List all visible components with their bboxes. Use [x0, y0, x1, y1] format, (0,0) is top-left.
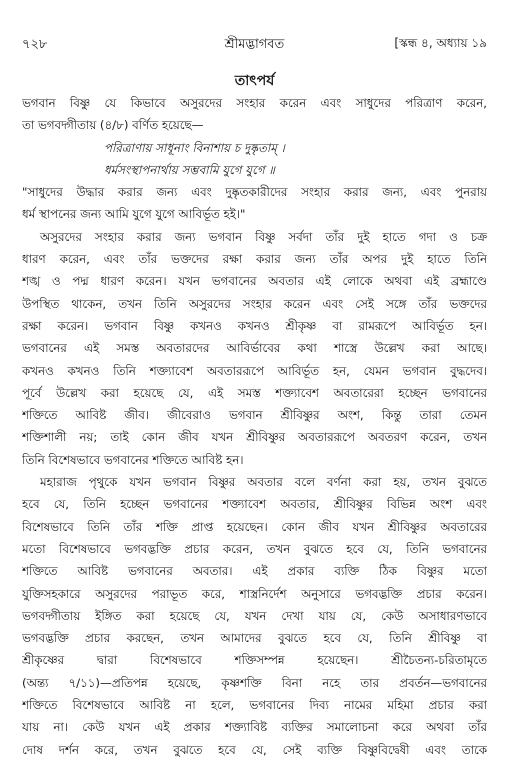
text-line: শ্রীকৃষ্ণের দ্বারা বিশেষভাবে শক্তিসম্পন্ন হয়েছেন। শ্রীচৈতন্য-চরিতামৃতে: [22, 653, 487, 668]
text-line: পূর্বে উল্লেখ করা হয়েছে যে, এই সমস্ত শক্ত্যাবেশ অবতারেরা হচ্ছেন ভগবানের: [22, 385, 487, 400]
purport-body: [22, 92, 487, 761]
text-line: কখনও কখনও তিনি শক্ত্যাবেশ অবতাররূপে আবির্ভূত হন, যেমন ভগবান বুদ্ধদেব।: [22, 363, 487, 378]
text-line: শঙ্খ ও পদ্ম ধারণ করেন। যখন ভগবানের অবতার এই লোকে অথবা এই ব্রহ্মাণ্ডে: [22, 274, 487, 289]
text-line: উপস্থিত থাকেন, তখন তিনি অসুরদের সংহার করেন এবং সেই সঙ্গে তাঁর ভক্তদের: [22, 296, 487, 311]
text-line: হবে যে, তিনি হচ্ছেন ভগবানের শক্ত্যাবেশ অবতার, শ্রীবিষ্ণুর বিভিন্ন অংশ এবং: [22, 497, 487, 512]
text-line: শক্তিতে বিশেষভাবে আবিষ্ট না হলে, ভগবানের দিব্য নামের মহিমা প্রচার করা: [22, 698, 487, 713]
text-line: মতো বিশেষভাবে ভগবদ্ভক্তি প্রচার করেন, তখন বুঝতে হবে যে, তিনি ভগবানের: [22, 541, 487, 556]
text-line: ভগবদ্ভক্তি প্রচার করছেন, তখন আমাদের বুঝতে হবে যে, তিনি শ্রীবিষ্ণু বা: [22, 631, 487, 646]
text-line: দোষ দর্শন করে, তখন বুঝতে হবে যে, সেই ব্যক্তি বিষ্ণুবিদ্বেষী এবং তাকে: [22, 742, 487, 757]
text-line: তিনি বিশেষভাবে ভগবানের শক্তিতে আবিষ্ট হন।: [22, 452, 244, 467]
verse-line: পরিত্রাণায় সাধূনাং বিনাশায় চ দুষ্কৃতাম্ ।: [104, 140, 285, 155]
purport-heading: তাৎপর্য: [234, 73, 275, 89]
verse-line: ধর্মসংস্থাপনার্থায় সম্ভবামি যুগে যুগে ॥: [104, 162, 275, 177]
text-line: মহারাজ পৃথুকে যখন ভগবান বিষ্ণুর অবতার বলে বর্ণনা করা হয়, তখন বুঝতে: [40, 475, 487, 490]
page-number: ৭২৮: [22, 37, 48, 52]
text-line: তা ভগবদ্গীতায় (৪/৮) বর্ণিত হয়েছে—: [22, 118, 204, 133]
text-line: ভগবান বিষ্ণু যে কিভাবে অসুরদের সংহার করেন এবং সাধুদের পরিত্রাণ করেন,: [22, 96, 487, 110]
text-line: রক্ষা করেন। ভগবান বিষ্ণু কখনও কখনও শ্রীকৃষ্ণ বা রামরূপে আবির্ভূত হন।: [22, 318, 487, 333]
text-line: শক্তিশালী নয়; তাই কোন জীব যখন শ্রীবিষ্ণুর অবতাররূপে অবতরণ করেন, তখন: [22, 430, 487, 445]
text-line: ভগবানের এই সমস্ত অবতারদের আবির্ভাবের কথা শাস্ত্রে উল্লেখ করা আছে।: [22, 341, 487, 356]
text-line: ভগবদ্গীতায় ইঙ্গিত করা হয়েছে যে, যখন দেখা যায় যে, কেউ অসাধারণভাবে: [22, 608, 487, 623]
text-line: বিশেষভাবে তিনি তাঁর শক্তি প্রাপ্ত হয়েছেন। কোন জীব যখন শ্রীবিষ্ণুর অবতারের: [22, 519, 487, 534]
translation-line: ধর্ম স্থাপনের জন্য আমি যুগে যুগে আবির্ভূত হই।": [22, 207, 246, 222]
running-header: [22, 35, 487, 55]
text-line: শক্তিতে আবিষ্ট ভগবানের অবতার। এই প্রকার ব্যক্তি ঠিক বিষ্ণুর মতো: [22, 564, 487, 579]
text-line: যায় না। কেউ যখন এই প্রকার শক্ত্যাবিষ্ট ব্যক্তির সমালোচনা করে অথবা তাঁর: [22, 720, 487, 735]
section-reference: [স্কন্ধ ৪, অধ্যায় ১৯: [394, 36, 487, 50]
book-title: শ্রীমদ্ভাগবত: [224, 37, 285, 52]
text-line: যুক্তিসহকারে অসুরদের পরাভূত করে, শাস্ত্রনির্দেশ অনুসারে ভগবদ্ভক্তি প্রচার করেন।: [22, 586, 487, 601]
text-line: (অন্ত্য ৭/১১)—প্রতিপন্ন হয়েছে, কৃষ্ণশক্তি বিনা নহে তার প্রবর্তন—ভগবানের: [22, 675, 487, 690]
text-line: ধারণ করেন, এবং তাঁর ভক্তদের রক্ষা করার জন্য তাঁর অপর দুই হাতে তিনি: [22, 252, 487, 267]
translation-line: "সাধুদের উদ্ধার করার জন্য এবং দুষ্কৃতকারীদের সংহার করার জন্য, এবং পুনরায়: [22, 185, 487, 200]
text-line: শক্তিতে আবিষ্ট জীব। জীবেরাও ভগবান শ্রীবিষ্ণুর অংশ, কিন্তু তারা তেমন: [22, 408, 487, 423]
text-line: অসুরদের সংহার করার জন্য ভগবান বিষ্ণু সর্বদা তাঁর দুই হাতে গদা ও চক্র: [40, 229, 487, 244]
